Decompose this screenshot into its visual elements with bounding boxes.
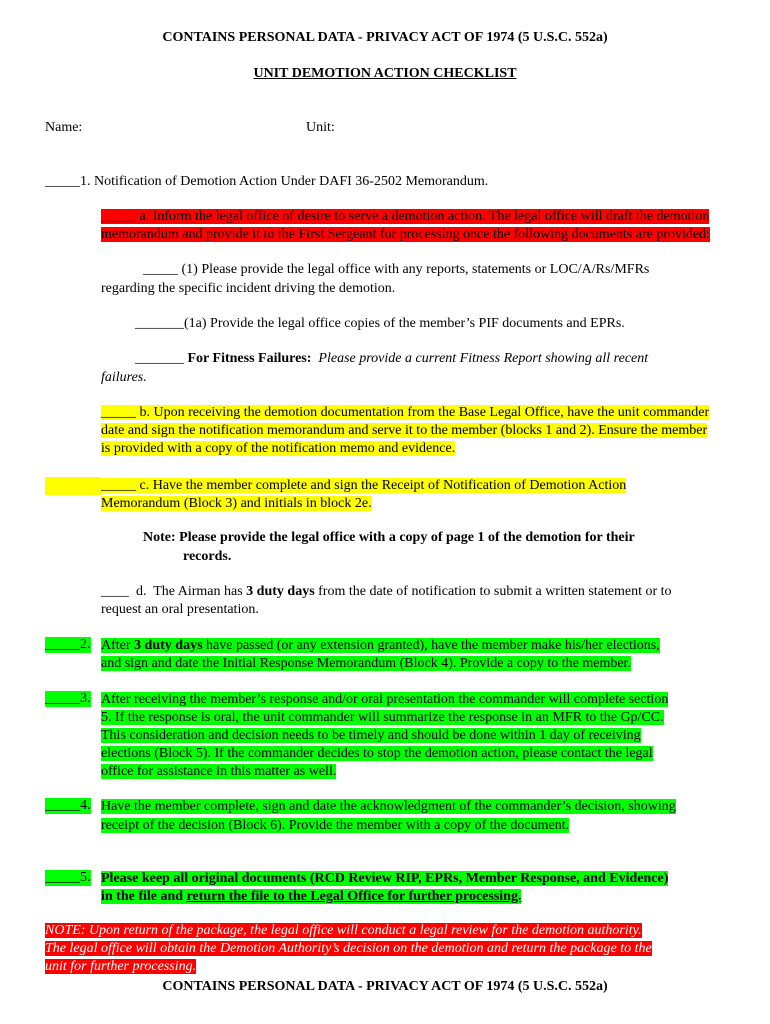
item-4-text-1: Have the member complete, sign and date the acknowledgment of the commander’s decision, showing [101,799,676,814]
item-1c-highlight-lead [45,477,101,495]
item-4-line2 [101,817,569,835]
item-1c-text-2: Memorandum (Block 3) and initials in block 2e. [101,496,372,511]
item-2-line1 [101,637,660,655]
item-2-number: _____2. [45,637,91,652]
item-1: _____1. Notification of Demotion Action Under DAFI 36-2502 Memorandum. [45,174,489,189]
item-2-text-2: and sign and date the Initial Response Memorandum (Block 4). Provide a copy to the member. [101,656,631,671]
privacy-header: CONTAINS PERSONAL DATA - PRIVACY ACT OF 1974 (5 U.S.C. 552a) [162,30,608,45]
item-3-line2 [101,709,664,727]
item-1b [101,404,715,458]
item-1d-line2: request an oral presentation. [101,602,259,617]
final-note-text-2: The legal office will obtain the Demotion Authority’s decision on the demotion and return the package to the [45,941,652,956]
fitness-failures-line2: failures. [101,370,147,385]
item-4-number: _____4. [45,798,91,813]
final-note-text-3: unit for further processing. [45,959,197,974]
final-note-line3 [45,958,196,976]
unit-label: Unit: [306,120,335,135]
item-1d-line1 [101,584,672,600]
item-1a-text: _____ a. Inform the legal office of desire to serve a demotion action. The legal office will draft the demotion memorandum and provide it to the First Sergeant for processing once the following documents are provided: [101,209,710,242]
item-5-text-2: in the file and [101,889,187,904]
final-note-text-1: NOTE: Upon return of the package, the legal office will conduct a legal review for the demotion authority. [45,923,642,938]
note-line2: records. [183,549,232,564]
final-note-line2 [45,940,652,958]
item-2-pre: After [101,638,135,653]
item-1b-text: _____ b. Upon receiving the demotion documentation from the Base Legal Office, have the unit commander date and sign the notification memorandum and serve it to the member (blocks 1 and 2). Ensure the member is provided with a copy of the notification memo and evidence. [101,405,710,456]
item-3-text-2: 5. If the response is oral, the unit commander will summarize the response in an MFR to the Gp/CC. [101,710,664,725]
item-1a1a: _______(1a) Provide the legal office copies of the member’s PIF documents and EPRs. [135,316,625,331]
item-1c-line2 [101,495,372,513]
item-2-line2 [101,655,631,673]
item-4-text-2: receipt of the decision (Block 6). Provide the member with a copy of the document. [101,818,570,833]
item-1a [101,208,713,244]
note-line1: Note: Please provide the legal office with a copy of page 1 of the demotion for their [143,530,635,545]
item-3-text-4: elections (Block 5). If the commander decides to stop the demotion action, please contact the legal [101,746,653,761]
fitness-heading: For Fitness Failures: [187,351,312,366]
item-5-number: _____5. [45,870,91,885]
item-5-line1 [101,870,668,888]
item-5-text-1: Please keep all original documents (RCD Review RIP, EPRs, Member Response, and Evidence) [101,871,669,886]
item-3-line5 [101,763,336,781]
item-1d-pre: ____ d. The Airman has [101,584,247,599]
item-2-bold: 3 duty days [134,638,203,653]
item-1a1-line2: regarding the specific incident driving the demotion. [101,281,396,296]
fitness-blank: _______ [135,351,188,366]
item-3-text-1: After receiving the member’s response and/or oral presentation the commander will complete section [101,692,669,707]
privacy-footer: CONTAINS PERSONAL DATA - PRIVACY ACT OF 1974 (5 U.S.C. 552a) [162,979,608,994]
item-3-line3 [101,727,641,745]
name-label: Name: [45,120,83,135]
item-1c-line1 [101,477,626,495]
item-5-line2 [101,888,521,906]
item-3-line1 [101,691,668,709]
item-2-post: have passed (or any extension granted), have the member make his/her elections, [202,638,660,653]
fitness-failures-line1 [135,351,648,367]
item-1d-bold: 3 duty days [246,584,315,599]
item-1d-post: from the date of notification to submit a written statement or to [314,584,672,599]
fitness-text: Please provide a current Fitness Report showing all recent [311,351,649,366]
item-5-return-instruction: return the file to the Legal Office for further processing. [186,889,522,904]
item-3-line4 [101,745,653,763]
page-title: UNIT DEMOTION ACTION CHECKLIST [253,66,517,81]
item-1a1-line1: _____ (1) Please provide the legal office with any reports, statements or LOC/A/Rs/MFRs [143,262,650,277]
item-3-text-5: office for assistance in this matter as well. [101,764,337,779]
item-3-number: _____3. [45,691,91,706]
item-1c-text-1: _____ c. Have the member complete and sign the Receipt of Notification of Demotion Action [101,478,627,493]
final-note-line1 [45,922,642,940]
item-3-text-3: This consideration and decision needs to be timely and should be done within 1 day of receiving [101,728,641,743]
item-4-line1 [101,798,676,816]
